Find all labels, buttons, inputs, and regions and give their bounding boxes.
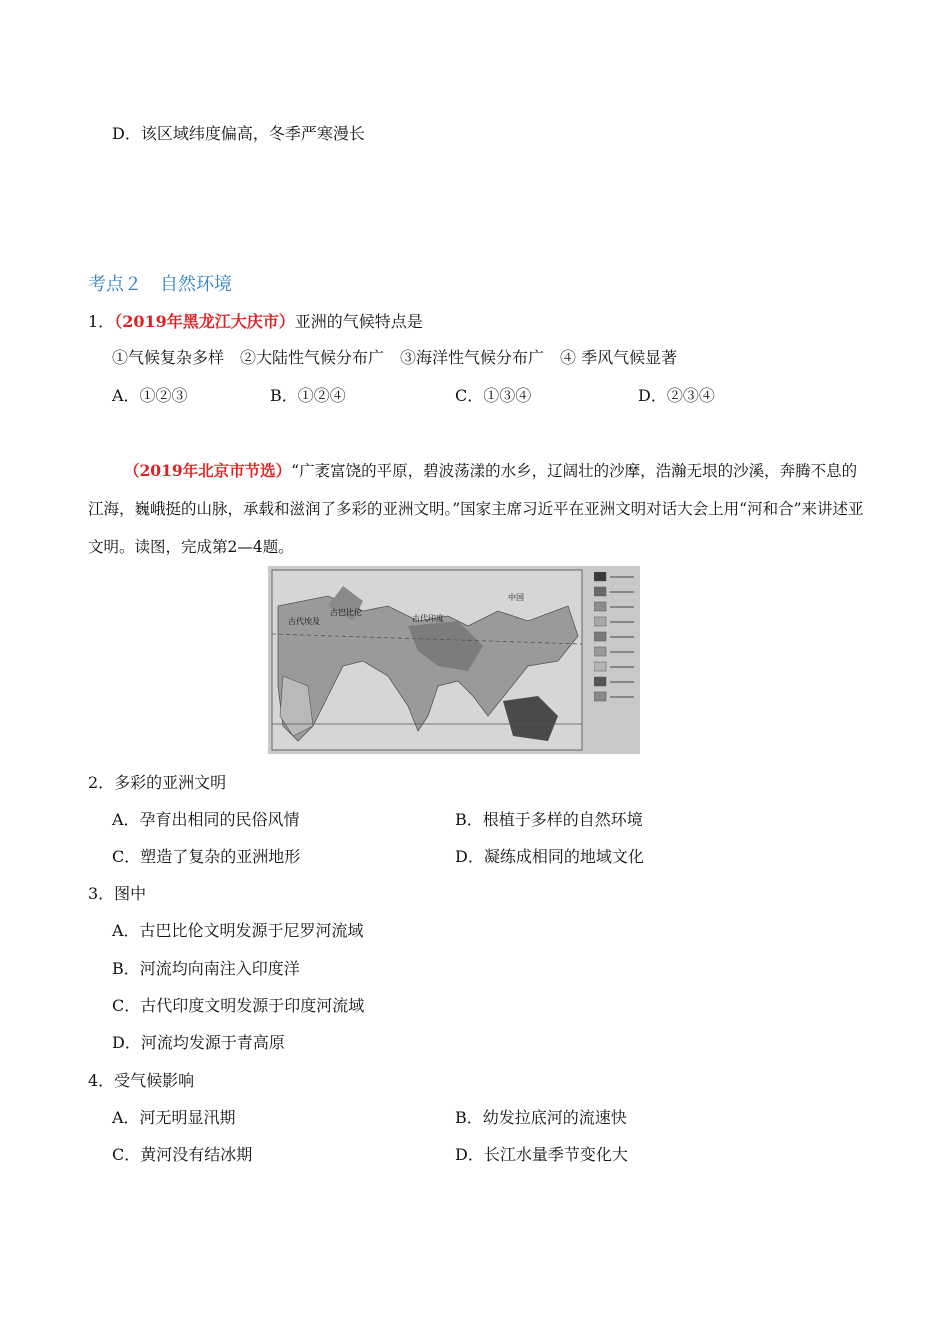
q3-option-d[interactable]: D．河流均发源于青高原: [112, 1033, 285, 1052]
label-egypt: 古代埃及: [288, 617, 320, 626]
q1-source: （2019年黑龙江大庆市）: [114, 312, 295, 331]
legend-swatch: [594, 692, 606, 701]
q2-option-c[interactable]: C．塑造了复杂的亚洲地形: [112, 847, 301, 866]
passage-source: （2019年北京市节选）: [124, 461, 292, 480]
asia-civilization-map: [268, 566, 640, 754]
legend-swatch: [594, 602, 606, 611]
legend-swatch: [594, 587, 606, 596]
q4-option-d[interactable]: D．长江水量季节变化大: [455, 1145, 628, 1164]
q1-statements: ①气候复杂多样 ②大陆性气候分布广 ③海洋性气候分布广 ④ 季风气候显著: [112, 348, 678, 367]
passage: [88, 452, 866, 566]
legend-swatch: [594, 647, 606, 656]
legend-swatch: [594, 572, 606, 581]
passage-text: “广袤富饶的平原，碧波荡漾的水乡，辽阔壮的沙摩，浩瀚无垠的沙溪，奔腾不息的江海，巍峨挺的山脉，承载和滋润了多彩的亚洲文明。”国家主席习近平在亚洲文明对话大会上用“河和合”来讲述亚文明。读图，完成第2—4题。: [88, 462, 864, 556]
q1-option-d[interactable]: D．②③④: [638, 386, 715, 405]
q1-option-c[interactable]: C．①③④: [455, 386, 532, 405]
q1-option-a[interactable]: A．①②③: [112, 386, 188, 405]
q4-option-c[interactable]: C．黄河没有结冰期: [112, 1145, 253, 1164]
q3-option-b[interactable]: B．河流均向南注入印度洋: [112, 959, 300, 978]
legend-swatch: [594, 677, 606, 686]
q4-option-b[interactable]: B．幼发拉底河的流速快: [455, 1108, 627, 1127]
map-legend: [594, 572, 638, 722]
q3-stem: 3．图中: [88, 884, 147, 903]
q3-option-a[interactable]: A．古巴比伦文明发源于尼罗河流域: [112, 921, 364, 940]
map-graphic: [268, 566, 640, 754]
q2-option-b[interactable]: B．根植于多样的自然环境: [455, 810, 643, 829]
legend-swatch: [594, 662, 606, 671]
label-babylon: 古巴比伦: [330, 608, 362, 617]
section-title: 考点２ 自然环境: [88, 274, 232, 295]
q4-stem: 4．受气候影响: [88, 1071, 195, 1090]
prev-option-d: D．该区域纬度偏高，冬季严寒漫长: [112, 124, 365, 143]
q3-option-c[interactable]: C．古代印度文明发源于印度河流域: [112, 996, 365, 1015]
q2-option-d[interactable]: D．凝练成相同的地域文化: [455, 847, 644, 866]
q1-option-b[interactable]: B．①②④: [270, 386, 346, 405]
q1-number: 1．: [88, 312, 115, 331]
q2-option-a[interactable]: A．孕育出相同的民俗风情: [112, 810, 300, 829]
q2-stem: 2．多彩的亚洲文明: [88, 773, 227, 792]
q1-stem-line: [88, 309, 423, 332]
q1-stem: 亚洲的气候特点是: [294, 312, 423, 331]
q4-option-a[interactable]: A．河无明显汛期: [112, 1108, 236, 1127]
legend-swatch: [594, 617, 606, 626]
label-india: 古代印度: [412, 614, 444, 623]
legend-swatch: [594, 632, 606, 641]
label-china: 中国: [508, 593, 524, 602]
